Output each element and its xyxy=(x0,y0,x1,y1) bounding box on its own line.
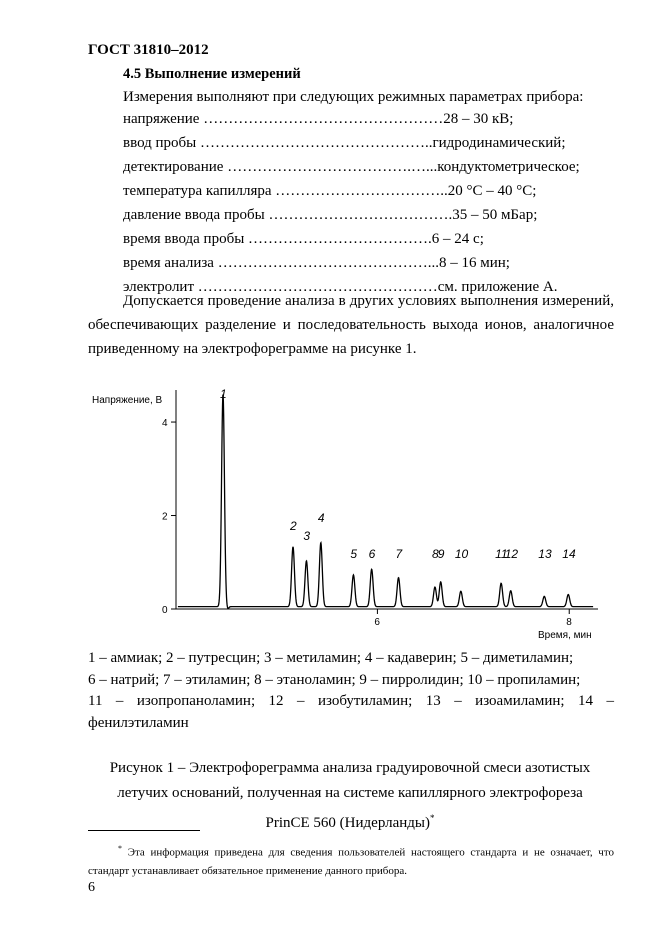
parameter-name: температура капилляра xyxy=(123,183,276,199)
electropherogram-chart xyxy=(88,382,608,644)
peak-labels xyxy=(220,387,576,561)
parameter-row xyxy=(123,159,580,176)
legend-line: 1 – аммиак; 2 – путресцин; 3 – метиламин; 4 – кадаверин; 5 – диметиламин; xyxy=(88,650,574,666)
parameter-value: 8 – 16 мин; xyxy=(438,255,510,271)
footnote xyxy=(88,840,614,880)
parameter-name: время анализа xyxy=(123,255,218,271)
parameter-leader: ………………………………. xyxy=(248,231,432,247)
parameter-leader: ………………………………………… xyxy=(203,111,444,127)
y-tick-label: 0 xyxy=(162,605,168,616)
caption-line-text: PrinCE 560 (Нидерланды) xyxy=(265,815,430,831)
caption-line: летучих оснований, полученная на системе капиллярного электрофореза xyxy=(117,785,583,801)
parameter-row xyxy=(123,255,510,272)
parameter-value: 6 – 24 с; xyxy=(431,231,484,247)
peak-label: 7 xyxy=(395,547,403,561)
figure-caption xyxy=(60,756,640,836)
parameter-leader: ……………………………….…... xyxy=(227,159,438,175)
parameter-value: 35 – 50 мБар; xyxy=(452,207,538,223)
legend-line: фенилэтиламин xyxy=(88,714,189,731)
peak-label: 1 xyxy=(219,387,227,401)
x-tick-label: 6 xyxy=(374,617,380,628)
parameter-value: 28 – 30 кВ; xyxy=(443,111,514,127)
parameter-value: см. приложение А. xyxy=(437,279,558,295)
peak-label: 8 xyxy=(431,547,439,561)
y-tick-label: 4 xyxy=(162,418,168,430)
peak-label: 4 xyxy=(317,511,325,525)
peak-legend xyxy=(88,648,614,734)
parameter-name: детектирование xyxy=(123,159,228,175)
parameter-row xyxy=(123,207,537,224)
legend-line: 6 – натрий; 7 – этиламин; 8 – этаноламин; 9 – пирролидин; 10 – пропиламин; xyxy=(88,671,581,688)
parameter-row xyxy=(123,231,484,248)
y-axis-label: Напряжение, В xyxy=(92,395,163,406)
peak-label: 13 xyxy=(538,547,552,561)
chart-axes xyxy=(176,390,598,609)
parameter-value: 20 °С – 40 °С; xyxy=(447,183,537,199)
peak-label: 11 xyxy=(495,547,508,561)
legend-line: 11 – изопропаноламин; 12 – изобутиламин; 13 – изоамиламин; 14 – xyxy=(88,693,614,709)
peak-label: 3 xyxy=(303,529,311,543)
peak-label: 12 xyxy=(504,547,519,561)
parameter-row xyxy=(123,111,513,128)
paragraph-conditions: Допускается проведение анализа в других условиях выполнения измерений, обеспечивающих разделение и последовательность выхода ионов, аналогичное приведенному на электрофореграмме на рисунке 1. xyxy=(88,293,614,357)
parameter-name: ввод пробы xyxy=(123,135,200,151)
parameter-name: электролит xyxy=(123,279,198,295)
caption-line: Рисунок 1 – Электрофореграмма анализа градуировочной смеси азотистых xyxy=(109,760,591,776)
parameter-name: время ввода пробы xyxy=(123,231,249,247)
footnote-mark-ref: * xyxy=(118,844,122,853)
caption-line xyxy=(60,806,640,836)
parameter-row xyxy=(123,135,566,152)
parameter-leader: ………………………………. xyxy=(268,207,453,223)
y-tick-label: 2 xyxy=(162,511,168,523)
footnote-mark: * xyxy=(430,813,435,823)
peak-label: 10 xyxy=(454,547,469,561)
peak-label: 14 xyxy=(562,547,576,561)
peak-label: 9 xyxy=(437,547,445,561)
peak-label: 5 xyxy=(350,547,358,561)
parameter-value: гидродинамический; xyxy=(432,135,566,151)
peak-label: 2 xyxy=(290,519,297,533)
parameter-name: напряжение xyxy=(123,111,204,127)
peak-label: 6 xyxy=(368,547,376,561)
parameter-leader: ……………………………………….. xyxy=(200,135,433,151)
parameter-row xyxy=(123,183,536,200)
parameter-value: кондуктометрическое; xyxy=(437,159,580,175)
footnote-divider xyxy=(88,830,200,831)
x-axis-label: Время, мин xyxy=(538,630,592,641)
footnote-text: Эта информация приведена для сведения пользователей настоящего стандарта и не означает, что стандарт устанавливает обязательное применение данного прибора. xyxy=(88,846,615,877)
parameter-leader: …………………………….. xyxy=(275,183,448,199)
page-number: 6 xyxy=(88,880,95,895)
x-tick-label: 8 xyxy=(566,617,572,628)
parameter-name: давление ввода пробы xyxy=(123,207,269,223)
parameter-leader: ……………………………………... xyxy=(217,255,439,271)
section-title: 4.5 Выполнение измерений xyxy=(123,66,301,82)
document-header: ГОСТ 31810–2012 xyxy=(88,42,209,58)
intro-text: Измерения выполняют при следующих режимных параметрах прибора: xyxy=(123,89,584,105)
chart-trace xyxy=(178,394,593,608)
parameter-leader: ………………………………………… xyxy=(197,279,438,295)
